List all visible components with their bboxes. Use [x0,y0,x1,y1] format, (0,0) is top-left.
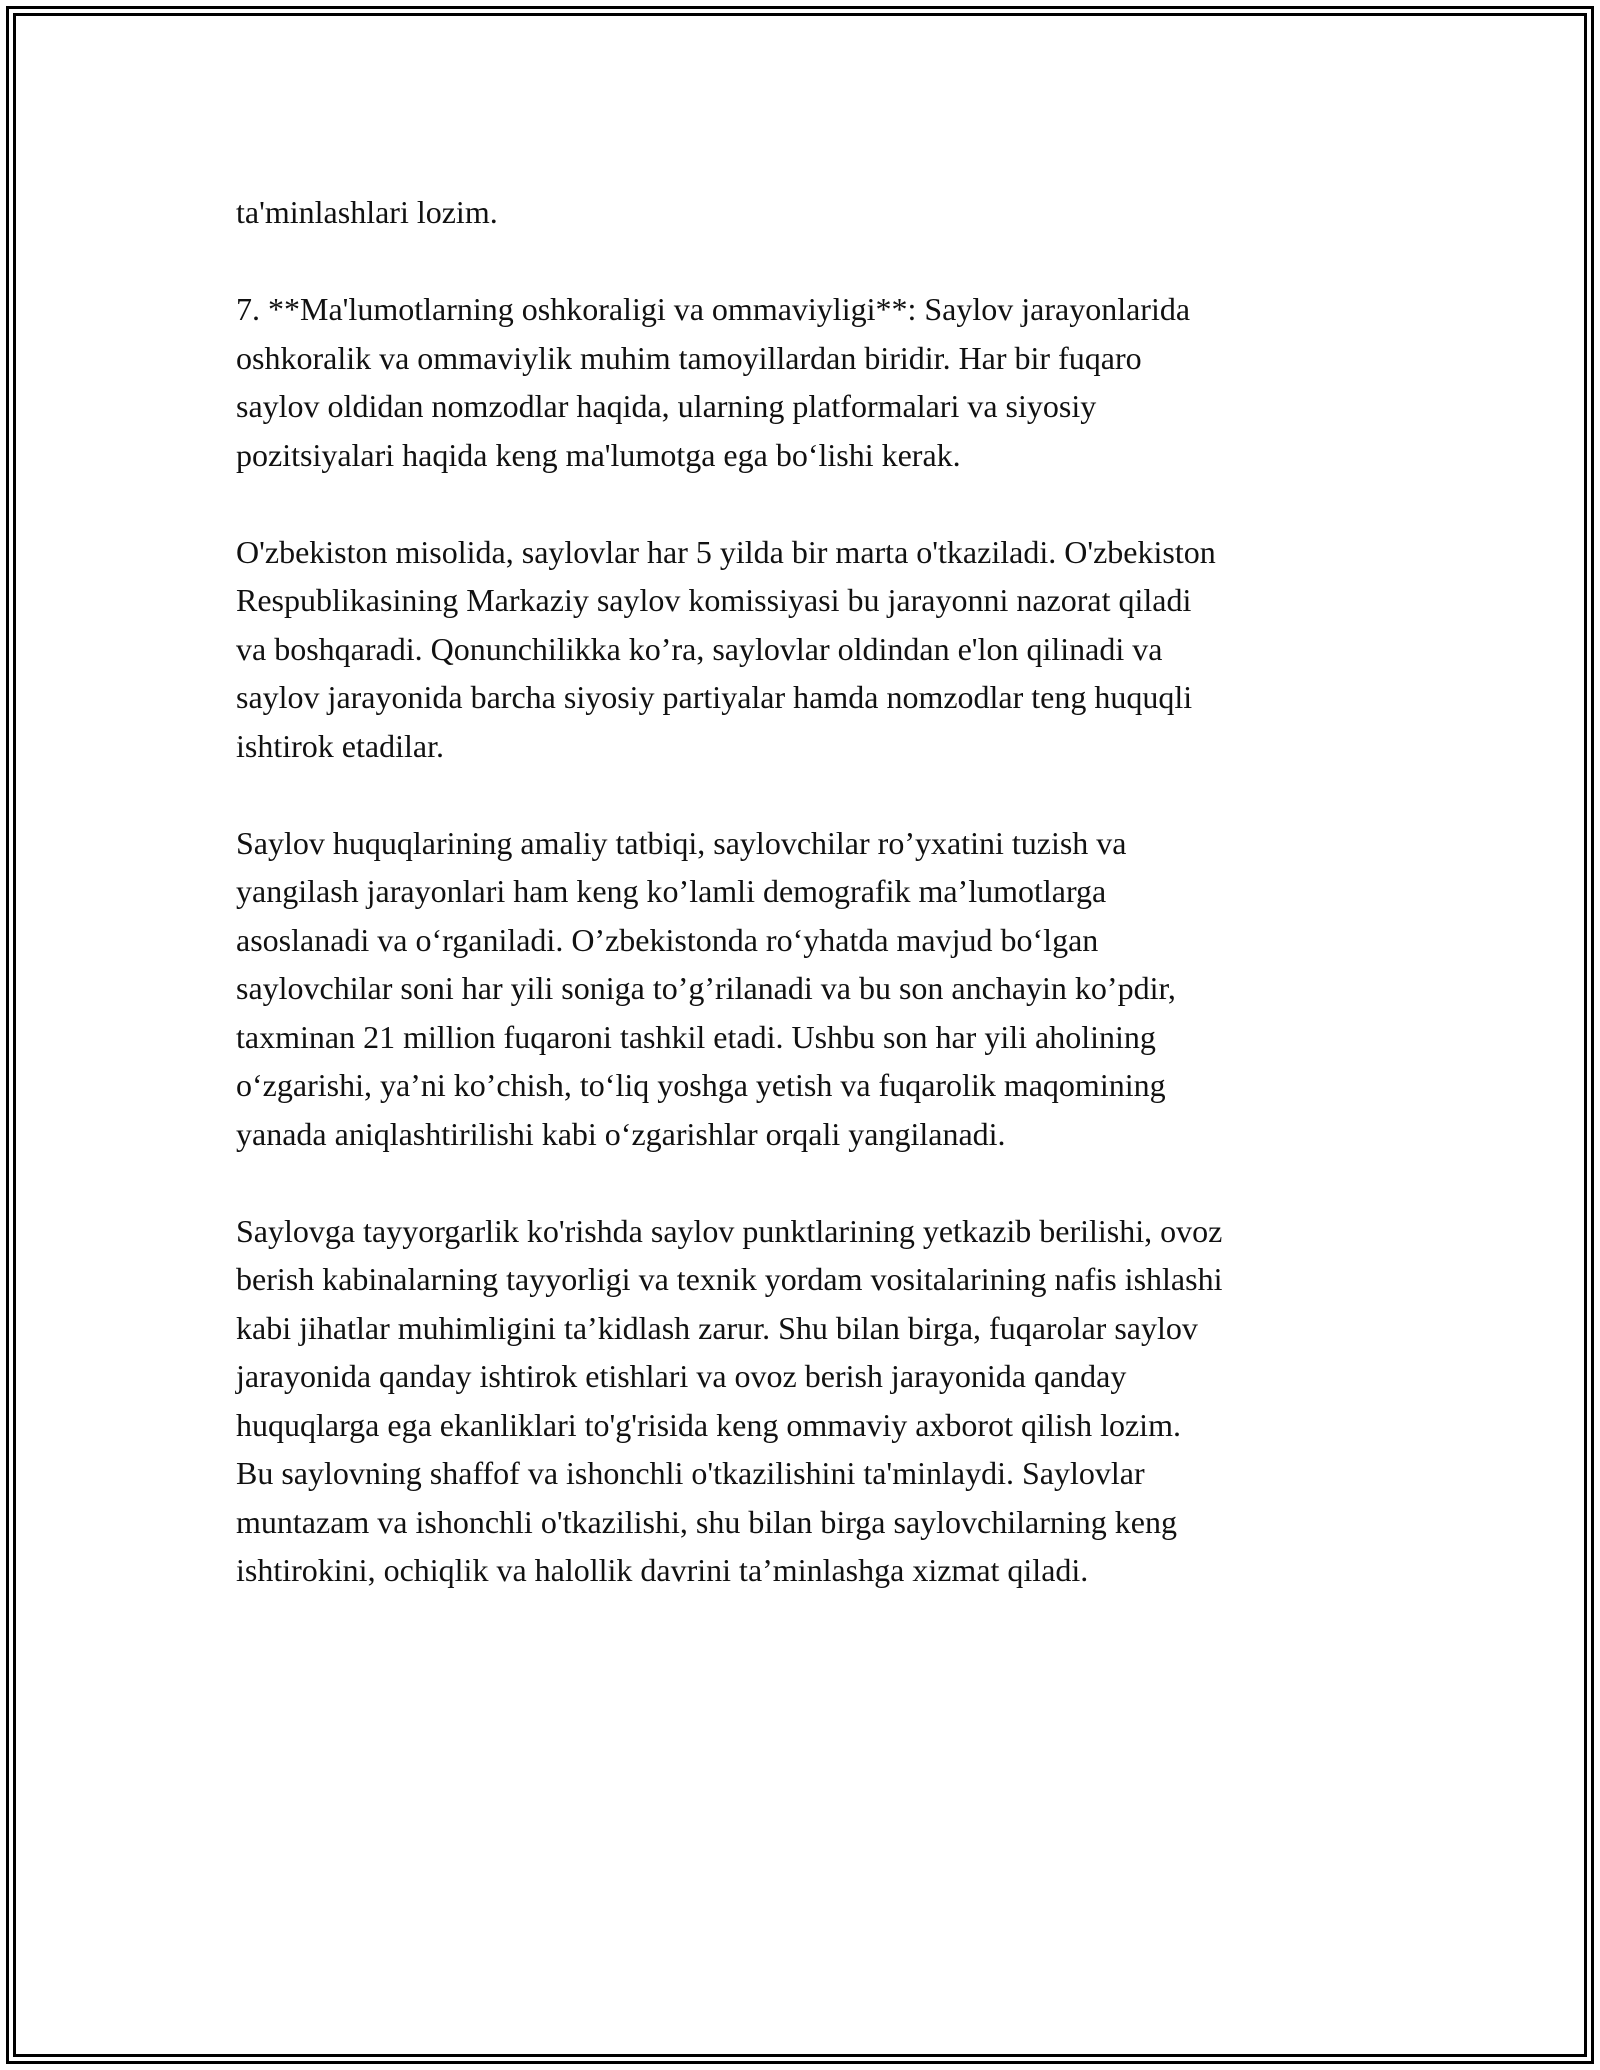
paragraph-elections-schedule: O'zbekiston misolida, saylovlar har 5 yilda bir marta o'tkaziladi. O'zbekiston Respublikasining Markaziy saylov komissiyasi bu jarayonni nazorat qiladi va boshqaradi. Qonunchilikka ko’ra, saylovlar oldindan e'lon qilinadi va saylov jarayonida barcha siyosiy partiyalar hamda nomzodlar teng huquqli ishtirok etadilar. [236,533,1216,764]
paragraph-item-7: 7. **Ma'lumotlarning oshkoraligi va ommaviyligi**: Saylov jarayonlarida oshkoralik va ommaviylik muhim tamoyillardan biridir. Har bir fuqaro saylov oldidan nomzodlar haqida, ularning platformalari va siyosiy pozitsiyalari haqida keng ma'lumotga ega boʻlishi kerak. [236,291,1191,473]
paragraph-voter-registry: Saylov huquqlarining amaliy tatbiqi, saylovchilar ro’yxatini tuzish va yangilash jarayonlari ham keng ko’lamli demografik ma’lumotlarga asoslanadi va oʻrganiladi. O’zbekistonda roʻyhatda mavjud boʻlgan saylovchilar soni har yili soniga to’g’rilanadi va bu son anchayin ko’pdir, taxminan 21 million fuqaroni tashkil etadi. Ushbu son har yili aholining oʻzgarishi, ya’ni ko’chish, toʻliq yoshga yetish va fuqarolik maqomining yanada aniqlashtirilishi kabi oʻzgarishlar orqali yangilanadi. [236,824,1176,1152]
paragraph-continuation: ta'minlashlari lozim. [236,194,498,230]
paragraph-election-preparation: Saylovga tayyorgarlik ko'rishda saylov punktlarining yetkazib berilishi, ovoz berish kabinalarning tayyorligi va texnik yordam vositalarining nafis ishlashi kabi jihatlar muhimligini ta’kidlash zarur. Shu bilan birga, fuqarolar saylov jarayonida qanday ishtirok etishlari va ovoz berish jarayonida qanday huquqlarga ega ekanliklari to'g'risida keng ommaviy axborot qilish lozim. Bu saylovning shaffof va ishonchli o'tkazilishini ta'minlaydi. Saylovlar muntazam va ishonchli o'tkazilishi, shu bilan birga saylovchilarning keng ishtirokini, ochiqlik va halollik davrini ta’minlashga xizmat qiladi. [236,1212,1223,1588]
document-body [236,188,1376,1643]
